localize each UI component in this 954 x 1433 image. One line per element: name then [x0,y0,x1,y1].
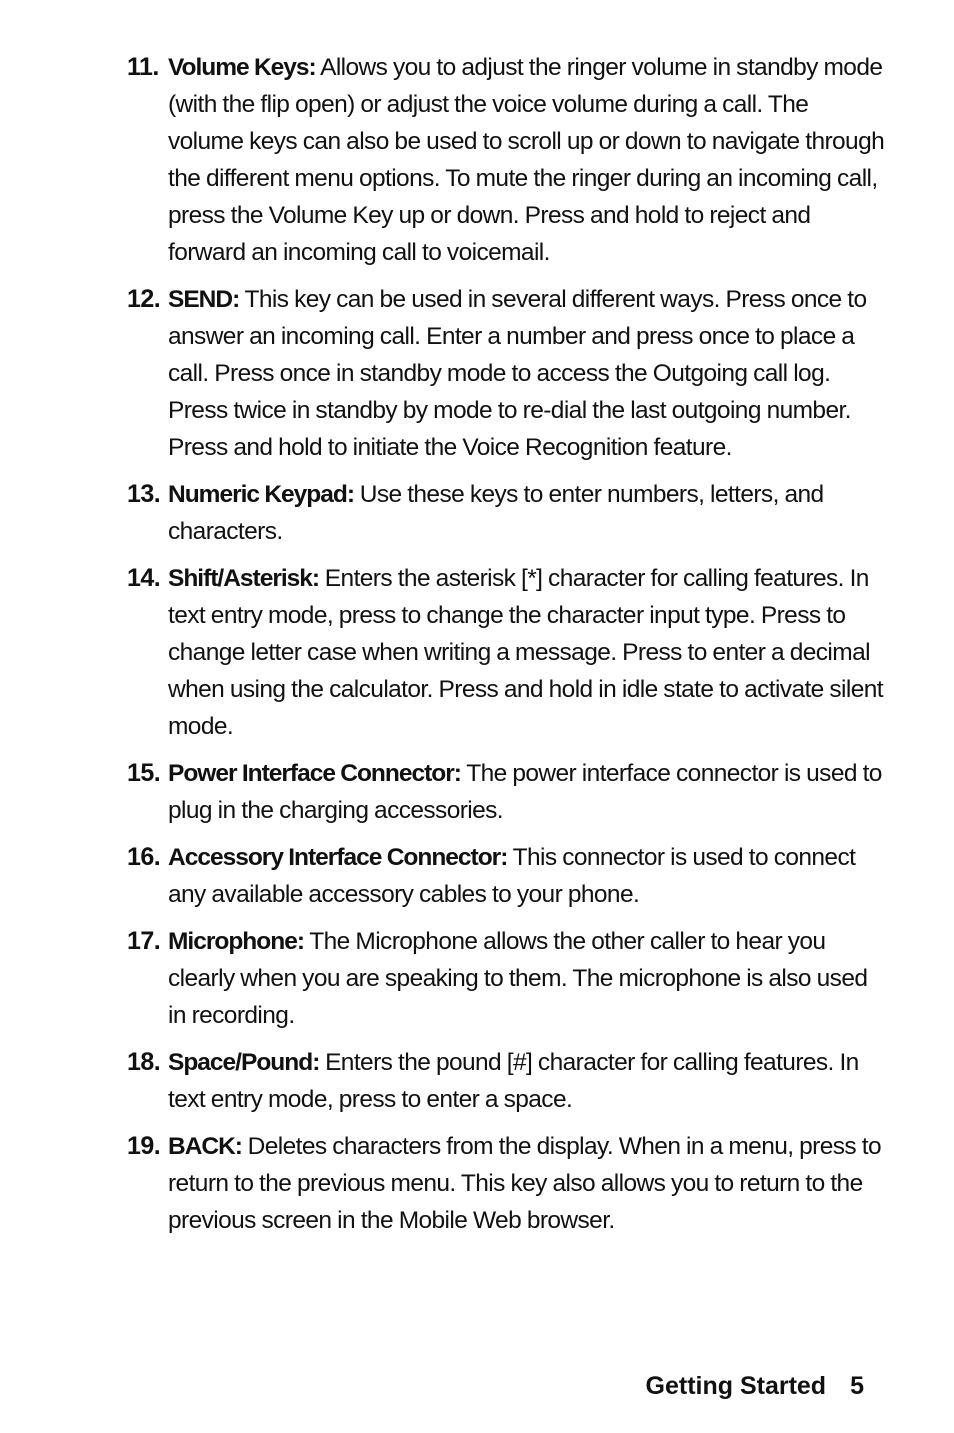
list-item-numeric-keypad [127,476,887,550]
item-description: The Microphone allows the other caller to hear you clearly when you are speaking to them. The microphone is also used in recording. [168,928,868,1029]
item-number: 11. [127,53,159,81]
item-term: Power Interface Connector: [168,760,461,787]
item-number: 12. [127,285,161,313]
item-description: Enters the asterisk [*] character for calling features. In text entry mode, press to change the character input type. Press to change letter case when writing a message. Press to enter a decimal when using the calculator. Press and hold in idle state to activate silent mode. [168,565,883,740]
item-term: SEND: [168,286,240,313]
item-description: Allows you to adjust the ringer volume in standby mode (with the flip open) or adjust the voice volume during a call. The volume keys can also be used to scroll up or down to navigate through the different menu options. To mute the ringer during an incoming call, press the Volume Key up or down. Press and hold to reject and forward an incoming call to voicemail. [168,54,885,266]
item-term: Volume Keys: [168,54,316,81]
item-term: Space/Pound: [168,1049,320,1076]
item-term: BACK: [168,1133,242,1160]
list-item-power-interface-connector [127,755,887,829]
item-description: The power interface connector is used to plug in the charging accessories. [168,760,882,824]
item-term: Numeric Keypad: [168,481,355,508]
item-text [168,476,887,550]
list-item-shift-asterisk [127,560,887,745]
item-description: This connector is used to connect any available accessory cables to your phone. [168,844,856,908]
item-number: 16. [127,843,161,871]
item-text [168,923,887,1034]
item-text [168,839,887,913]
item-text [168,755,887,829]
item-text [168,560,887,745]
item-description: Enters the pound [#] character for calling features. In text entry mode, press to enter a space. [168,1049,859,1113]
list-item-volume-keys [127,49,887,271]
list-item-accessory-interface-connector [127,839,887,913]
item-number: 17. [127,927,161,955]
item-description: Deletes characters from the display. When in a menu, press to return to the previous menu. This key also allows you to return to the previous screen in the Mobile Web browser. [168,1133,882,1234]
list-item-microphone [127,923,887,1034]
list-item-space-pound [127,1044,887,1118]
page-footer [646,1368,864,1404]
item-number: 13. [127,480,161,508]
page-number: 5 [850,1372,864,1400]
item-term: Accessory Interface Connector: [168,844,508,871]
footer-section-title: Getting Started [645,1372,827,1400]
item-number: 19. [127,1132,161,1160]
item-number: 14. [127,564,161,592]
item-text [168,1044,887,1118]
numbered-list [127,49,887,1249]
item-text [168,1128,887,1239]
list-item-back [127,1128,887,1239]
item-term: Microphone: [168,928,304,955]
item-number: 15. [127,759,161,787]
list-item-send [127,281,887,466]
item-term: Shift/Asterisk: [168,565,320,592]
item-description: This key can be used in several different ways. Press once to answer an incoming call. Enter a number and press once to place a call. Press once in standby mode to access the Outgoing call log. Press twice in standby by mode to re-dial the last outgoing number. Press and hold to initiate the Voice Recognition feature. [168,286,867,461]
item-description: Use these keys to enter numbers, letters, and characters. [168,481,824,545]
item-number: 18. [127,1048,161,1076]
item-text [168,281,887,466]
item-text [168,49,887,271]
